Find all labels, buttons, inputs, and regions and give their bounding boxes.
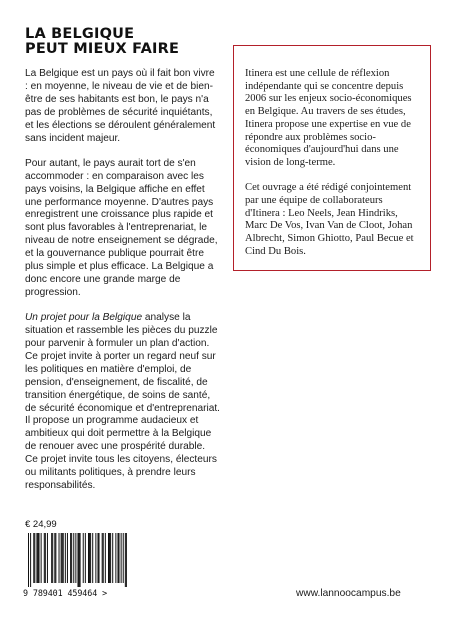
- barcode-bar: [121, 533, 122, 583]
- barcode-bar: [61, 533, 62, 583]
- barcode-bar: [110, 533, 111, 583]
- book-title-italic: Un projet pour la Belgique: [25, 312, 143, 324]
- barcode-bar: [67, 533, 68, 583]
- barcode-bar: [119, 533, 120, 583]
- barcode-bar: [97, 533, 98, 583]
- barcode-bar: [112, 533, 113, 583]
- barcode-bar: [90, 533, 91, 583]
- barcode-bar: [41, 533, 42, 583]
- barcode-bar: [75, 533, 76, 583]
- barcode-bar: [45, 533, 46, 583]
- book-title: [25, 27, 225, 57]
- barcode-bar: [79, 533, 80, 587]
- blurb-column: [25, 68, 220, 505]
- barcode-bar: [117, 533, 118, 583]
- barcode-bar: [44, 533, 45, 583]
- blurb-paragraph-1: La Belgique est un pays où il fait bon vivre : en moyenne, le niveau de vie et de bien-être de ses habitants est bon, le pays n'a pas de problèmes de sécurité inquiétants, et les élections se déroulent généralement sans incident majeur.: [25, 68, 216, 144]
- isbn-barcode: [23, 533, 129, 599]
- price-label: € 24,99: [25, 519, 57, 530]
- barcode-bar: [65, 533, 66, 583]
- barcode-bar: [30, 533, 31, 587]
- barcode-bar: [54, 533, 55, 583]
- barcode-bar: [99, 533, 100, 583]
- about-paragraph-1: Itinera est une cellule de réflexion indépendante qui se concentre depuis 2006 sur les enjeux socio-économiques en Belgique. Au travers de ses études, Itinera propose une expertise en vue de répondre aux problèmes socio-économiques d'aujourd'hui dans une vision de long-terme.: [245, 68, 412, 168]
- barcode-bar: [125, 533, 126, 587]
- barcode-bar: [71, 533, 72, 583]
- barcode-bar: [33, 533, 34, 583]
- barcode-bars: [28, 533, 128, 587]
- publisher-website: www.lannoocampus.be: [296, 588, 401, 599]
- barcode-bar: [70, 533, 71, 583]
- title-line-2: PEUT MIEUX FAIRE: [25, 41, 180, 57]
- about-paragraph-2: Cet ouvrage a été rédigé conjointement par une équipe de collaborateurs d'Itinera : Leo Neels, Jean Hindriks, Marc De Vos, Ivan Van de Cloot, Johan Albrecht, Simon Ghiotto, Paul Becue et Cind Du Bois.: [245, 182, 414, 257]
- blurb-paragraph-2: Pour autant, le pays aurait tort de s'en accommoder : en comparaison avec les pays voisins, la Belgique affiche en effet une performance moyenne. D'autres pays enregistrent une croissance plus rapide et sont plus favorables à l'entreprenariat, le niveau de notre enseignement se dégrade, et la gouvernance publique pourrait être plus simple et plus efficace. La Belgique a donc encore une grande marge de progression.: [25, 157, 218, 298]
- barcode-bar: [89, 533, 90, 583]
- barcode-bar: [63, 533, 64, 583]
- barcode-bar: [62, 533, 63, 583]
- barcode-bar: [39, 533, 40, 583]
- barcode-bar: [28, 533, 29, 587]
- barcode-bar: [92, 533, 93, 583]
- barcode-bar: [105, 533, 106, 583]
- barcode-bar: [88, 533, 89, 583]
- barcode-digits: 9 789401 459464 >: [23, 588, 108, 598]
- barcode-bar: [73, 533, 74, 583]
- barcode-bar: [55, 533, 56, 583]
- barcode-bar: [123, 533, 124, 583]
- barcode-bar: [85, 533, 86, 583]
- title-line-1: LA BELGIQUE: [25, 26, 135, 42]
- barcode-bar: [109, 533, 110, 583]
- barcode-bar: [47, 533, 48, 583]
- barcode-bar: [34, 533, 35, 583]
- barcode-bar: [126, 533, 127, 587]
- barcode-bar: [80, 533, 81, 587]
- blurb-paragraph-3-text: analyse la situation et rassemble les pièces du puzzle pour parvenir à formuler un plan d'action. Ce projet invite à porter un regard neuf sur les politiques en matière d'emploi, de pension, d'enseignement, de fiscalité, de transition énergétique, de soins de santé, de sécurité économique et d'entreprenariat. Il propose un programme audacieux et ambitieux qui doit permettre à la Belgique de renouer avec une prospérité durable. Ce projet invite tous les citoyens, électeurs ou militants politiques, à prendre leurs responsabilités.: [25, 312, 220, 491]
- barcode-bar: [115, 533, 116, 583]
- barcode-bar: [36, 533, 37, 583]
- blurb-paragraph-3: [25, 312, 220, 493]
- barcode-bar: [51, 533, 52, 583]
- about-box: [233, 45, 431, 271]
- barcode-bar: [77, 533, 78, 587]
- barcode-bar: [95, 533, 96, 583]
- barcode-bar: [102, 533, 103, 583]
- barcode-bar: [52, 533, 53, 583]
- barcode-bar: [59, 533, 60, 583]
- barcode-bar: [108, 533, 109, 583]
- barcode-bar: [83, 533, 84, 583]
- barcode-bar: [37, 533, 38, 583]
- barcode-bar: [103, 533, 104, 583]
